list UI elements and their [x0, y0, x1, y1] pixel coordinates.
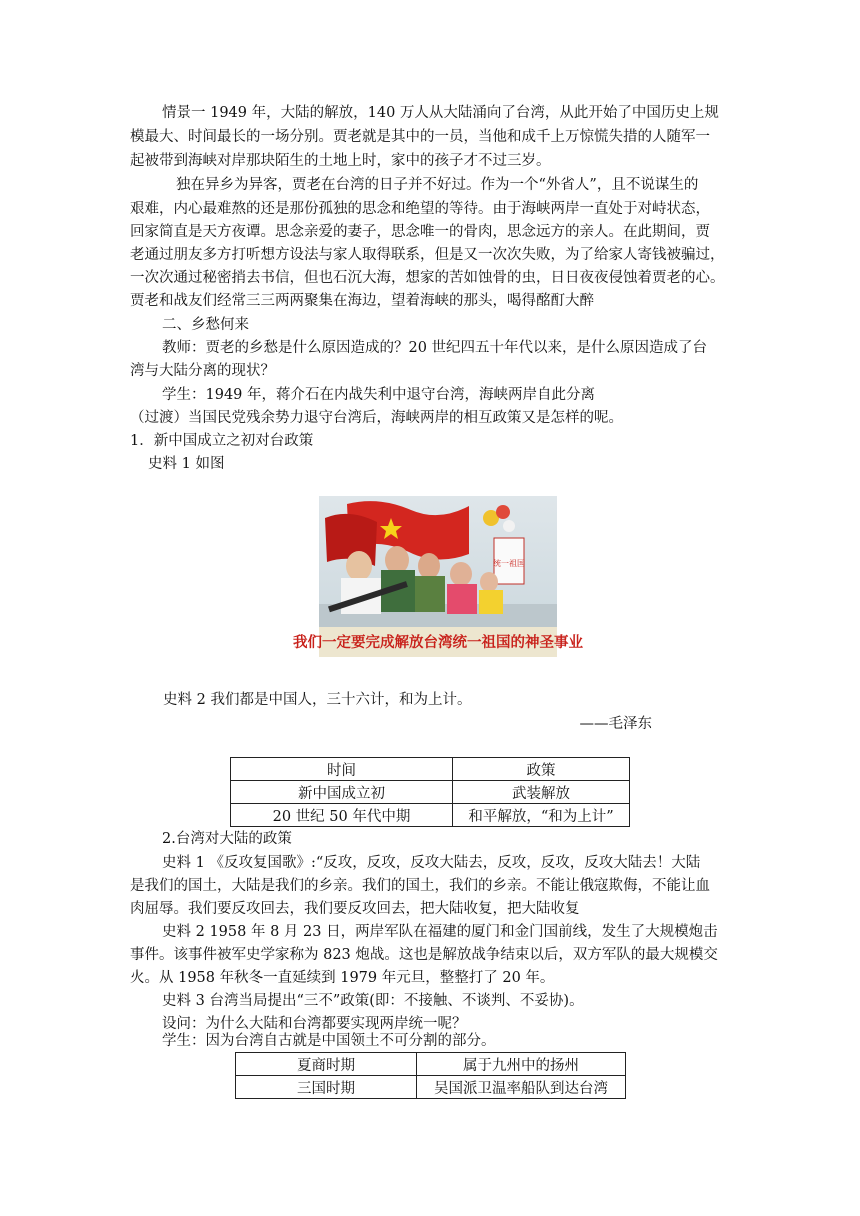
taiwan-history-table [235, 1052, 626, 1099]
taiwan-material-1-line-1: 史料 1 《反攻复国歌》:“反攻，反攻，反攻大陆去，反攻，反攻，反攻大陆去！大陆 [162, 855, 701, 871]
table-cell: 20 世纪 50 年代中期 [231, 804, 453, 827]
paragraph2-line-1: 独在异乡为异客，贾老在台湾的日子并不好过。作为一个“外省人”，且不说谋生的 [176, 177, 699, 193]
taiwan-material-1-line-3: 肉屈辱。我们要反攻回去，我们要反攻回去，把大陆收复，把大陆收复 [130, 901, 580, 917]
poster-caption: 我们一定要完成解放台湾统一祖国的神圣事业 [293, 635, 583, 651]
poster-sign-text: 统一祖国 [493, 559, 525, 568]
paragraph2-line-6: 贾老和战友们经常三三两两聚集在海边，望着海峡的那头，喝得酩酊大醉 [130, 293, 594, 309]
taiwan-material-1-line-2: 是我们的国土，大陆是我们的乡亲。我们的国土，我们的乡亲。不能让俄寇欺侮，不能让血 [130, 878, 710, 894]
student-answer-1: 学生：1949 年，蒋介石在内战失利中退守台湾，海峡两岸自此分离 [162, 387, 596, 403]
question-text: 设问：为什么大陆和台湾都要实现两岸统一呢？ [162, 1016, 467, 1032]
taiwan-material-3: 史料 3 台湾当局提出“三不”政策(即：不接触、不谈判、不妥协)。 [162, 993, 584, 1009]
transition-text: （过渡）当国民党残余势力退守台湾后，海峡两岸的相互政策又是怎样的呢。 [130, 410, 623, 426]
table-cell: 属于九州中的扬州 [417, 1053, 626, 1076]
table-cell: 新中国成立初 [231, 781, 453, 804]
material-2-source: ——毛泽东 [579, 716, 652, 732]
heading-policy-2: 2.台湾对大陆的政策 [162, 831, 292, 847]
taiwan-material-2-line-1: 史料 2 1958 年 8 月 23 日，两岸军队在福建的厦门和金门国前线，发生了大规模炮击 [162, 924, 718, 940]
heading-policy-1: 1．新中国成立之初对台政策 [130, 433, 314, 449]
taiwan-material-2-line-3: 火。从 1958 年秋冬一直延续到 1979 年元旦，整整打了 20 年。 [130, 970, 555, 986]
material-1-label: 史料 1 如图 [148, 456, 225, 472]
taiwan-material-2-line-2: 事件。该事件被军史学家称为 823 炮战。这也是解放战争结束以后，双方军队的最大规模交 [130, 947, 718, 963]
table-cell: 夏商时期 [236, 1053, 417, 1076]
table-header-row [231, 758, 630, 781]
table-cell: 和平解放，“和为上计” [453, 804, 630, 827]
paragraph2-line-3: 回家简直是天方夜谭。思念亲爱的妻子，思念唯一的骨肉，思念远方的亲人。在此期间，贾 [130, 224, 710, 240]
table-row [236, 1076, 626, 1099]
teacher-question-line-2: 湾与大陆分离的现状？ [130, 363, 275, 379]
paragraph2-line-5: 一次次通过秘密捎去书信，但也石沉大海，想家的苦如蚀骨的虫，日日夜夜侵蚀着贾老的心。 [130, 270, 725, 286]
table-row [231, 804, 630, 827]
table-header-cell: 时间 [231, 758, 453, 781]
scene1-line-1: 情景一 1949 年，大陆的解放，140 万人从大陆涌向了台湾，从此开始了中国历史上规 [162, 105, 719, 121]
scene1-line-3: 起被带到海峡对岸那块陌生的土地上时，家中的孩子才不过三岁。 [130, 153, 551, 169]
table-row [236, 1053, 626, 1076]
material-2-quote: 史料 2 我们都是中国人，三十六计，和为上计。 [163, 692, 472, 708]
mainland-policy-table [230, 757, 630, 827]
table-cell: 三国时期 [236, 1076, 417, 1099]
table-cell: 吴国派卫温率船队到达台湾 [417, 1076, 626, 1099]
scene1-line-2: 模最大、时间最长的一场分别。贾老就是其中的一员，当他和成千上万惊慌失措的人随军一 [130, 129, 710, 145]
student-answer-2: 学生：因为台湾自古就是中国领土不可分割的部分。 [162, 1033, 496, 1049]
paragraph2-line-4: 老通过朋友多方打听想方设法与家人取得联系，但是又一次次失败，为了给家人寄钱被骗过， [130, 247, 725, 263]
table-cell: 武装解放 [453, 781, 630, 804]
table-row [231, 781, 630, 804]
paragraph2-line-2: 艰难，内心最难熬的还是那份孤独的思念和绝望的等待。由于海峡两岸一直处于对峙状态， [130, 201, 710, 217]
teacher-question-line-1: 教师：贾老的乡愁是什么原因造成的？20 世纪四五十年代以来，是什么原因造成了台 [162, 340, 708, 356]
section-heading-2: 二、乡愁何来 [162, 317, 249, 333]
table-header-cell: 政策 [453, 758, 630, 781]
propaganda-poster-image [293, 496, 583, 657]
